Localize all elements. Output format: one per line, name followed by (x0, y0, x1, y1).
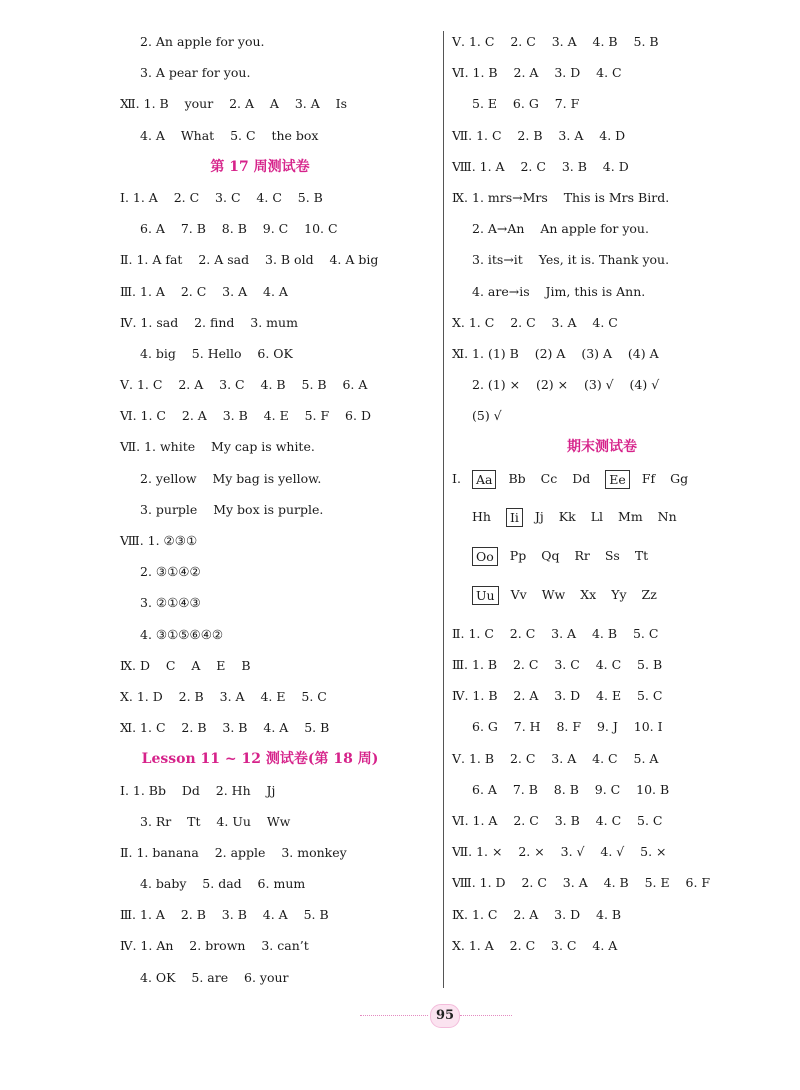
letter-pair: Cc (540, 470, 558, 486)
answer-line: Ⅶ. 1. white My cap is white. (120, 439, 315, 455)
letter-pair: Tt (634, 548, 649, 564)
alphabet-answer-row (452, 468, 752, 507)
letter-pair: Mm (618, 509, 643, 525)
answer-line: Ⅺ. 1. (1) B (2) A (3) A (4) A (452, 345, 659, 361)
boxed-letter-pair: Aa (472, 470, 496, 489)
answer-line: 6. A 7. B 8. B 9. C 10. C (140, 221, 338, 237)
answer-line: Ⅶ. 1. C 2. B 3. A 4. D (452, 127, 626, 143)
answer-line: Ⅵ. 1. B 2. A 3. D 4. C (452, 65, 622, 81)
answer-line: 4. baby 5. dad 6. mum (140, 876, 306, 892)
letter-pair: Jj (534, 509, 544, 525)
answer-line: Ⅹ. 1. A 2. C 3. C 4. A (452, 937, 618, 953)
answer-line: Ⅳ. 1. sad 2. find 3. mum (120, 314, 298, 330)
answer-line: Ⅱ. 1. banana 2. apple 3. monkey (120, 844, 347, 860)
letter-pair: Hh (472, 509, 491, 525)
answer-line: Ⅳ. 1. B 2. A 3. D 4. E 5. C (452, 688, 663, 704)
answer-line: 4. A What 5. C the box (140, 127, 319, 143)
answer-line: Ⅶ. 1. × 2. × 3. √ 4. √ 5. × (452, 844, 667, 860)
answer-line: Ⅲ. 1. B 2. C 3. C 4. C 5. B (452, 657, 663, 672)
answer-line: Ⅴ. 1. B 2. C 3. A 4. C 5. A (452, 750, 659, 766)
answer-line: Ⅷ. 1. D 2. C 3. A 4. B 5. E 6. F (452, 875, 711, 891)
letter-pair: Ff (641, 470, 656, 486)
answer-line: Ⅹ. 1. C 2. C 3. A 4. C (452, 314, 618, 330)
letter-pair: Nn (657, 509, 677, 525)
answer-line: 2. (1) × (2) × (3) √ (4) √ (472, 377, 660, 393)
answer-line: 2. An apple for you. (140, 34, 265, 49)
answer-line: Ⅸ. D C A E B (120, 657, 251, 673)
answer-line: 3. its→it Yes, it is. Thank you. (472, 252, 670, 268)
answer-line: Ⅲ. 1. A 2. B 3. B 4. A 5. B (120, 907, 329, 923)
letter-pair: Kk (558, 509, 576, 525)
boxed-letter-pair: Ii (506, 508, 523, 527)
page-number: 95 (430, 1004, 460, 1028)
letter-pair: Ss (604, 548, 620, 564)
answer-line: 4. OK 5. are 6. your (140, 969, 289, 985)
answer-line: Ⅷ. 1. ②③① (120, 533, 198, 548)
section-heading: 期末测试卷 (567, 439, 637, 456)
boxed-letter-pair: Ee (605, 470, 630, 489)
right-answer-column (452, 31, 752, 966)
answer-line: 3. purple My box is purple. (140, 501, 324, 517)
answer-line: Ⅹ. 1. D 2. B 3. A 4. E 5. C (120, 688, 327, 704)
footer-dotted-rule-left (360, 1015, 428, 1016)
answer-line: Ⅸ. 1. C 2. A 3. D 4. B (452, 906, 622, 922)
answer-line: 2. A→An An apple for you. (472, 221, 649, 237)
left-answer-column (120, 31, 430, 998)
answer-line: Ⅲ. 1. A 2. C 3. A 4. A (120, 283, 288, 299)
answer-line: 6. A 7. B 8. B 9. C 10. B (472, 781, 670, 797)
alphabet-answer-row (452, 584, 752, 623)
answer-line: Ⅻ. 1. B your 2. A A 3. A Is (120, 96, 348, 112)
alphabet-answer-row (452, 545, 752, 584)
boxed-letter-pair: Uu (472, 586, 499, 605)
letter-pair: Ww (541, 587, 566, 603)
boxed-letter-pair: Oo (472, 547, 498, 566)
answer-line: 4. big 5. Hello 6. OK (140, 345, 293, 361)
letter-pair: Dd (572, 470, 591, 486)
answer-line: 4. are→is Jim, this is Ann. (472, 283, 646, 299)
answer-line: Ⅷ. 1. A 2. C 3. B 4. D (452, 158, 629, 174)
letter-pair: Qq (541, 548, 560, 564)
answer-line: Ⅴ. 1. C 2. C 3. A 4. B 5. B (452, 34, 659, 49)
question-number: Ⅰ. (452, 470, 461, 486)
answer-line: Ⅴ. 1. C 2. A 3. C 4. B 5. B 6. A (120, 377, 368, 393)
page-footer (0, 1004, 800, 1028)
answer-line: 6. G 7. H 8. F 9. J 10. I (472, 719, 663, 735)
footer-dotted-rule-right (460, 1015, 512, 1016)
answer-line: (5) √ (472, 408, 502, 424)
answer-line: Ⅵ. 1. A 2. C 3. B 4. C 5. C (452, 812, 663, 828)
section-heading: Lesson 11 ~ 12 测试卷(第 18 周) (141, 751, 379, 768)
answer-line: 5. E 6. G 7. F (472, 96, 580, 112)
answer-line: Ⅱ. 1. C 2. C 3. A 4. B 5. C (452, 625, 659, 641)
alphabet-answer-row (452, 506, 752, 545)
answer-line: Ⅱ. 1. A fat 2. A sad 3. B old 4. A big (120, 252, 379, 268)
answer-line: Ⅳ. 1. An 2. brown 3. can’t (120, 938, 309, 954)
letter-pair: Pp (509, 548, 527, 564)
answer-line: 3. Rr Tt 4. Uu Ww (140, 813, 291, 829)
answer-line: 2. yellow My bag is yellow. (140, 470, 322, 486)
letter-pair: Ll (590, 509, 604, 525)
answer-line: Ⅺ. 1. C 2. B 3. B 4. A 5. B (120, 720, 330, 736)
letter-pair: Zz (641, 587, 657, 603)
answer-line: Ⅸ. 1. mrs→Mrs This is Mrs Bird. (452, 189, 670, 205)
letter-pair: Yy (611, 587, 627, 603)
answer-line: Ⅰ. 1. A 2. C 3. C 4. C 5. B (120, 189, 323, 205)
letter-pair: Rr (574, 548, 590, 564)
answer-line: 2. ③①④② (140, 564, 201, 580)
column-divider (443, 31, 444, 988)
letter-pair: Xx (580, 587, 597, 603)
answer-line: 4. ③①⑤⑥④② (140, 626, 224, 642)
answer-line: Ⅵ. 1. C 2. A 3. B 4. E 5. F 6. D (120, 408, 371, 424)
letter-pair: Vv (510, 587, 527, 603)
answer-line: 3. A pear for you. (140, 65, 251, 81)
letter-pair: Gg (670, 470, 689, 486)
answer-line: Ⅰ. 1. Bb Dd 2. Hh Jj (120, 782, 276, 798)
answer-line: 3. ②①④③ (140, 595, 201, 611)
letter-pair: Bb (508, 470, 526, 486)
section-heading: 第 17 周测试卷 (210, 158, 310, 175)
